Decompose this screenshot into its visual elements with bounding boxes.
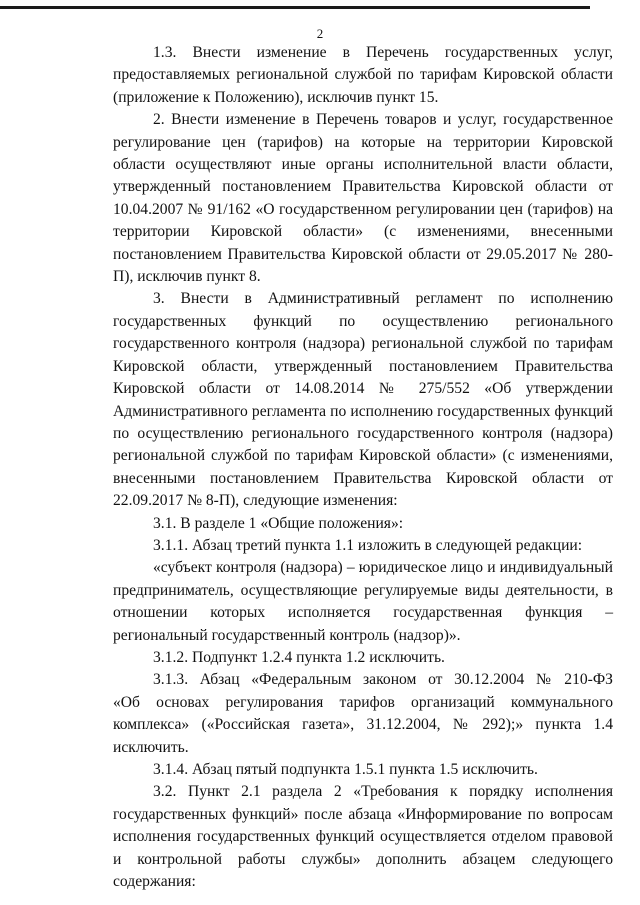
page-number: 2 (316, 26, 324, 41)
paragraph-3-1-3: 3.1.3. Абзац «Федеральным законом от 30.12.2004 № 210-ФЗ «Об основах регулирования тарифов организаций коммунального комплекса» («Российская газета», 31.12.2004, № 292);» пункта 1.4 исключить. (113, 671, 613, 756)
paragraph-3-1: 3.1. В разделе 1 «Общие положения»: (153, 514, 404, 532)
paragraph-3-1-2: 3.1.2. Подпункт 1.2.4 пункта 1.2 исключить. (153, 648, 445, 666)
paragraph-3-1-1: 3.1.1. Абзац третий пункта 1.1 изложить в следующей редакции: (153, 536, 583, 554)
document-body (113, 42, 613, 893)
paragraph-quoted-subject: «субъект контроля (надзора) – юридическое лицо и индивидуальный предприниматель, осуществляющие регулируемые виды деятельности, в отношении которых исполняется государственная функция – региональный государственный контроль (надзор)». (113, 559, 613, 644)
paragraph-1-3: 1.3. Внести изменение в Перечень государственных услуг, предоставляемых региональной службой по тарифам Кировской области (приложение к Положению), исключив пункт 15. (113, 44, 613, 106)
paragraph-3-1-4: 3.1.4. Абзац пятый подпункта 1.5.1 пункта 1.5 исключить. (153, 761, 538, 778)
paragraph-3-2: 3.2. Пункт 2.1 раздела 2 «Требования к порядку исполнения государственных функций» после абзаца «Информирование по вопросам исполнения государственных функций осуществляется отделом правовой и контрольной работы службы» дополнить абзацем следующего содержания: (113, 783, 613, 891)
top-border-line (0, 6, 590, 9)
paragraph-3: 3. Внести в Административный регламент по исполнению государственных функций по осуществлению регионального государственного контроля (надзора) региональной службой по тарифам Кировской области, утвержденный постановлением Правительства Кировской области от 14.08.2014 № 275/552 «Об утверждении Административного регламента по исполнению государственных функций по осуществлению регионального государственного контроля (надзора) региональной службой по тарифам Кировской области» (с изменениями, внесенными постановлением Правительства Кировской области от 22.09.2017 № 8-П), следующие изменения: (113, 290, 613, 510)
paragraph-2: 2. Внести изменение в Перечень товаров и услуг, государственное регулирование цен (тарифов) на которые на территории Кировской области осуществляют иные органы исполнительной власти области, утвержденный постановлением Правительства Кировской области от 10.04.2007 № 91/162 «О государственном регулировании цен (тарифов) на территории Кировской области» (с изменениями, внесенными постановлением Правительства Кировской области от 29.05.2017 № 280-П), исключив пункт 8. (113, 111, 613, 286)
